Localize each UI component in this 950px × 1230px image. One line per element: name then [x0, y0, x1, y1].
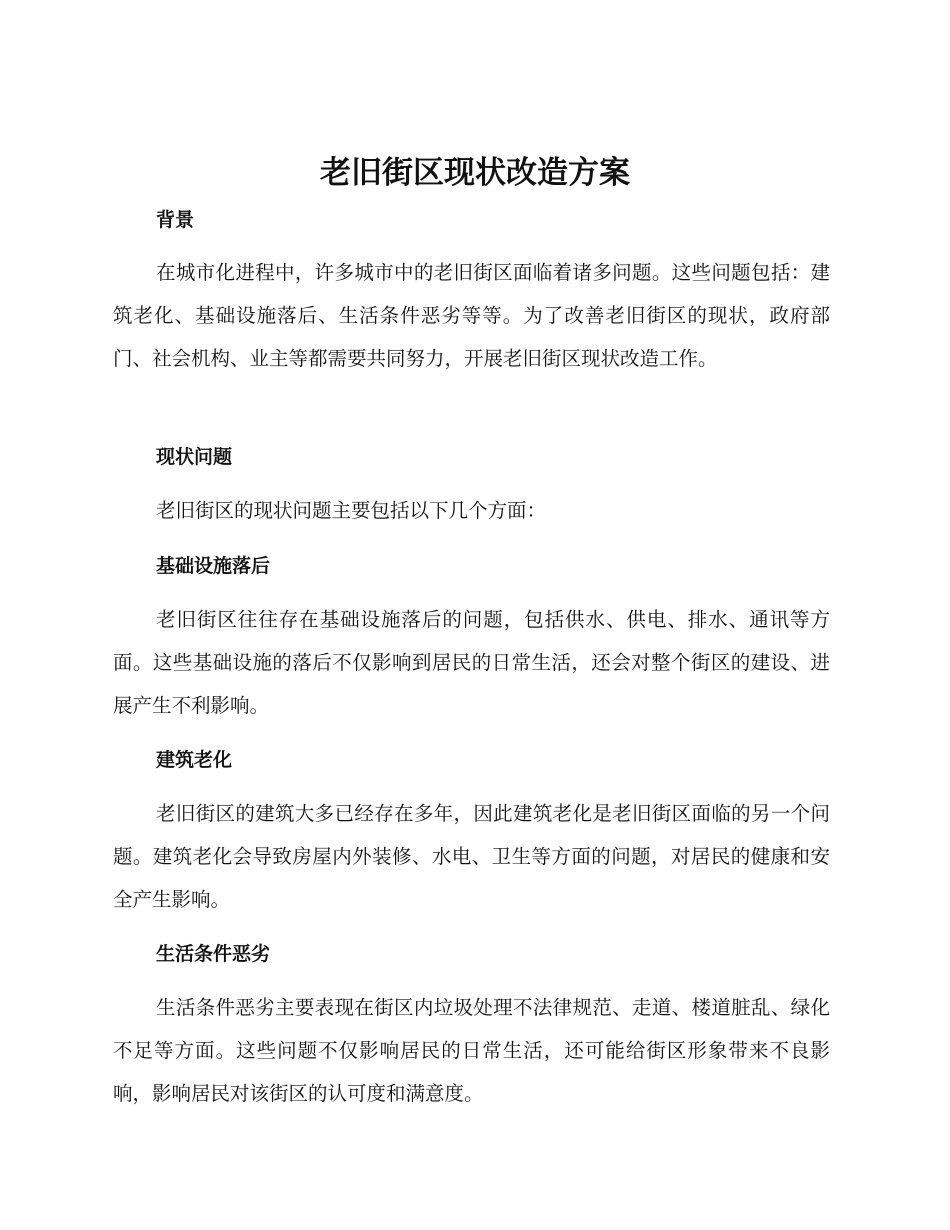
section-paragraph-current-issues: 老旧街区的现状问题主要包括以下几个方面： — [156, 499, 547, 522]
section-heading-current-issues: 现状问题 — [156, 446, 233, 468]
section-paragraph-living-conditions: 生活条件恶劣主要表现在街区内垃圾处理不法律规范、走道、楼道脏乱、绿化不足等方面。这些问题不仅影响居民的日常生活，还可能给街区形象带来不良影响，影响居民对该街区的认可度和满意度。 — [113, 996, 830, 1105]
section-heading-background: 背景 — [156, 209, 195, 231]
section-paragraph-background: 在城市化进程中，许多城市中的老旧街区面临着诸多问题。这些问题包括：建筑老化、基础设施落后、生活条件恶劣等等。为了改善老旧街区的现状，政府部门、社会机构、业主等都需要共同努力，开展老旧街区现状改造工作。 — [113, 261, 830, 370]
section-paragraph-infrastructure: 老旧街区往往存在基础设施落后的问题，包括供水、供电、排水、通讯等方面。这些基础设施的落后不仅影响到居民的日常生活，还会对整个街区的建设、进展产生不利影响。 — [113, 608, 830, 717]
section-paragraph-building-aging: 老旧街区的建筑大多已经存在多年，因此建筑老化是老旧街区面临的另一个问题。建筑老化会导致房屋内外装修、水电、卫生等方面的问题，对居民的健康和安全产生影响。 — [113, 802, 830, 911]
section-heading-living-conditions: 生活条件恶劣 — [156, 943, 271, 965]
section-heading-infrastructure: 基础设施落后 — [156, 555, 271, 577]
section-heading-building-aging: 建筑老化 — [156, 749, 233, 771]
document-title: 老旧街区现状改造方案 — [320, 155, 630, 191]
